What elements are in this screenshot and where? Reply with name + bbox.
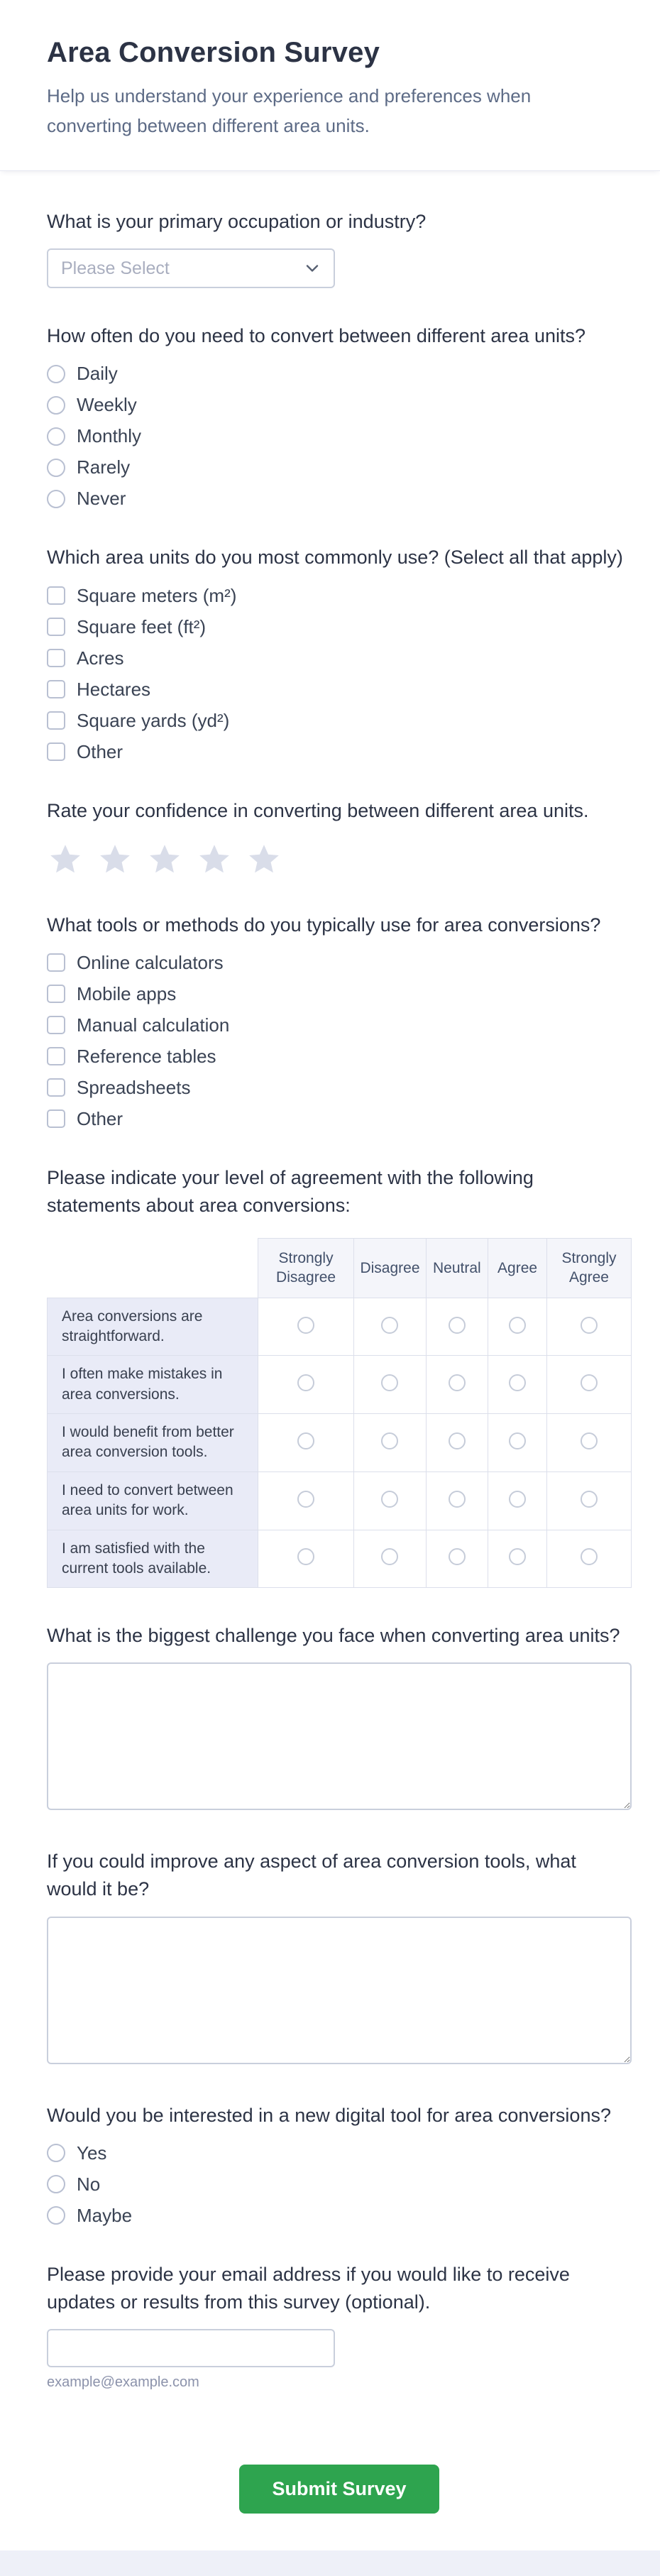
matrix-cell[interactable] xyxy=(426,1414,488,1472)
form-subtitle: Help us understand your experience and preferences when converting between different area units. xyxy=(47,85,532,136)
checkbox-option[interactable] xyxy=(47,1108,123,1130)
checkbox-option[interactable] xyxy=(47,679,150,701)
matrix-radio[interactable] xyxy=(297,1491,314,1508)
chevron-down-icon xyxy=(302,258,322,278)
matrix-cell[interactable] xyxy=(426,1298,488,1356)
question-label: Please indicate your level of agreement with the following statements about area conversions: xyxy=(47,1166,534,1217)
checkbox[interactable] xyxy=(47,680,65,698)
matrix-col-header: Agree xyxy=(488,1239,547,1298)
matrix-row-label: I need to convert between area units for work. xyxy=(48,1471,258,1530)
matrix-col-header: Strongly Disagree xyxy=(258,1239,354,1298)
agreement-matrix xyxy=(47,1238,632,1588)
radio-button[interactable] xyxy=(47,2206,65,2225)
question-agreement xyxy=(47,1164,632,1588)
matrix-cell[interactable] xyxy=(258,1298,354,1356)
question-label: What tools or methods do you typically use for area conversions? xyxy=(47,914,601,936)
matrix-radio[interactable] xyxy=(381,1491,398,1508)
form-body xyxy=(0,171,660,2550)
matrix-radio[interactable] xyxy=(297,1548,314,1565)
option-label: Reference tables xyxy=(77,1045,216,1067)
checkbox[interactable] xyxy=(47,1109,65,1128)
option-label: Never xyxy=(77,488,126,510)
radio-option[interactable] xyxy=(47,363,118,385)
checkbox-option[interactable] xyxy=(47,1077,190,1099)
matrix-cell[interactable] xyxy=(354,1298,426,1356)
matrix-radio[interactable] xyxy=(449,1491,466,1508)
matrix-radio[interactable] xyxy=(509,1317,526,1334)
option-label: Manual calculation xyxy=(77,1014,230,1036)
star-icon[interactable] xyxy=(47,842,84,877)
matrix-row xyxy=(48,1414,632,1472)
matrix-cell[interactable] xyxy=(258,1414,354,1472)
star-icon[interactable] xyxy=(246,842,282,877)
star-icon[interactable] xyxy=(97,842,133,877)
matrix-cell[interactable] xyxy=(546,1471,631,1530)
matrix-radio[interactable] xyxy=(581,1317,598,1334)
checkbox[interactable] xyxy=(47,1047,65,1065)
matrix-row-label: I often make mistakes in area conversions. xyxy=(48,1356,258,1414)
checkbox-option[interactable] xyxy=(47,952,224,974)
question-tools xyxy=(47,911,632,1130)
improvement-textarea[interactable] xyxy=(47,1917,632,2064)
matrix-cell[interactable] xyxy=(488,1530,547,1588)
radio-option[interactable] xyxy=(47,2205,132,2227)
matrix-radio[interactable] xyxy=(581,1432,598,1449)
radio-button[interactable] xyxy=(47,427,65,446)
question-label: Which area units do you most commonly use? (Select all that apply) xyxy=(47,547,623,569)
email-hint: example@example.com xyxy=(47,2374,199,2391)
star-icon[interactable] xyxy=(146,842,183,877)
checkbox-option[interactable] xyxy=(47,616,206,638)
form-header xyxy=(0,0,660,171)
matrix-cell[interactable] xyxy=(258,1471,354,1530)
matrix-row xyxy=(48,1356,632,1414)
question-improvement xyxy=(47,1848,632,2067)
question-label: Please provide your email address if you would like to receive updates or results from this survey (optional). xyxy=(47,2263,570,2313)
checkbox-option[interactable] xyxy=(47,741,123,763)
matrix-cell[interactable] xyxy=(426,1471,488,1530)
option-label: Online calculators xyxy=(77,951,224,973)
radio-button[interactable] xyxy=(47,459,65,477)
matrix-radio[interactable] xyxy=(581,1374,598,1391)
matrix-cell[interactable] xyxy=(488,1414,547,1472)
checkbox-option[interactable] xyxy=(47,983,176,1005)
matrix-row-label: Area conversions are straightforward. xyxy=(48,1298,258,1356)
matrix-col-header: Neutral xyxy=(426,1239,488,1298)
radio-option[interactable] xyxy=(47,2142,106,2164)
radio-option[interactable] xyxy=(47,456,130,478)
star-rating[interactable] xyxy=(47,838,632,877)
matrix-row-label: I would benefit from better area conversion tools. xyxy=(48,1414,258,1472)
matrix-col-header: Disagree xyxy=(354,1239,426,1298)
matrix-col-header: Strongly Agree xyxy=(546,1239,631,1298)
matrix-radio[interactable] xyxy=(581,1548,598,1565)
matrix-radio[interactable] xyxy=(449,1548,466,1565)
matrix-cell[interactable] xyxy=(258,1356,354,1414)
checkbox-option[interactable] xyxy=(47,1014,229,1036)
option-label: Spreadsheets xyxy=(77,1076,191,1098)
matrix-radio[interactable] xyxy=(449,1432,466,1449)
matrix-cell[interactable] xyxy=(488,1356,547,1414)
submit-button[interactable]: Submit Survey xyxy=(239,2465,439,2514)
matrix-row xyxy=(48,1471,632,1530)
matrix-radio[interactable] xyxy=(449,1317,466,1334)
matrix-radio[interactable] xyxy=(509,1548,526,1565)
checkbox[interactable] xyxy=(47,953,65,972)
option-label: Rarely xyxy=(77,456,131,478)
checkbox-option[interactable] xyxy=(47,647,123,669)
challenge-textarea[interactable] xyxy=(47,1662,632,1810)
question-interest xyxy=(47,2102,632,2227)
matrix-row xyxy=(48,1298,632,1356)
option-label: No xyxy=(77,2173,101,2195)
radio-button[interactable] xyxy=(47,365,65,383)
option-label: Yes xyxy=(77,2142,107,2164)
matrix-cell[interactable] xyxy=(354,1356,426,1414)
radio-button[interactable] xyxy=(47,490,65,508)
question-units xyxy=(47,544,632,762)
email-field[interactable] xyxy=(47,2329,335,2367)
option-label: Monthly xyxy=(77,425,142,447)
checkbox[interactable] xyxy=(47,1016,65,1034)
option-label: Square yards (yd²) xyxy=(77,709,230,731)
matrix-header-row xyxy=(48,1239,632,1298)
matrix-cell[interactable] xyxy=(546,1298,631,1356)
question-label: Would you be interested in a new digital tool for area conversions? xyxy=(47,2104,611,2126)
matrix-radio[interactable] xyxy=(297,1374,314,1391)
matrix-cell[interactable] xyxy=(488,1298,547,1356)
matrix-row xyxy=(48,1530,632,1588)
radio-option[interactable] xyxy=(47,425,141,447)
matrix-radio[interactable] xyxy=(509,1432,526,1449)
option-label: Hectares xyxy=(77,678,151,700)
matrix-radio[interactable] xyxy=(509,1491,526,1508)
matrix-radio[interactable] xyxy=(381,1317,398,1334)
matrix-radio[interactable] xyxy=(449,1374,466,1391)
option-label: Weekly xyxy=(77,394,137,416)
matrix-radio[interactable] xyxy=(381,1432,398,1449)
matrix-radio[interactable] xyxy=(381,1548,398,1565)
radio-button[interactable] xyxy=(47,2144,65,2162)
matrix-radio[interactable] xyxy=(509,1374,526,1391)
matrix-cell[interactable] xyxy=(426,1356,488,1414)
matrix-row-label: I am satisfied with the current tools available. xyxy=(48,1530,258,1588)
matrix-radio[interactable] xyxy=(297,1432,314,1449)
option-label: Other xyxy=(77,740,123,762)
checkbox[interactable] xyxy=(47,586,65,605)
question-occupation xyxy=(47,208,632,288)
matrix-radio[interactable] xyxy=(297,1317,314,1334)
question-confidence xyxy=(47,797,632,877)
checkbox-option[interactable] xyxy=(47,585,236,607)
option-label: Mobile apps xyxy=(77,982,177,1004)
checkbox[interactable] xyxy=(47,711,65,730)
radio-option[interactable] xyxy=(47,2174,100,2196)
submit-row xyxy=(47,2425,632,2550)
matrix-cell[interactable] xyxy=(546,1414,631,1472)
matrix-radio[interactable] xyxy=(381,1374,398,1391)
checkbox[interactable] xyxy=(47,649,65,667)
matrix-cell[interactable] xyxy=(354,1414,426,1472)
matrix-cell[interactable] xyxy=(354,1471,426,1530)
matrix-cell[interactable] xyxy=(546,1530,631,1588)
matrix-cell[interactable] xyxy=(258,1530,354,1588)
question-frequency xyxy=(47,322,632,510)
question-challenge xyxy=(47,1622,632,1814)
checkbox-option[interactable] xyxy=(47,710,229,732)
checkbox[interactable] xyxy=(47,985,65,1003)
checkbox-option[interactable] xyxy=(47,1046,216,1068)
question-label: If you could improve any aspect of area conversion tools, what would it be? xyxy=(47,1851,576,1900)
question-label: What is your primary occupation or industry? xyxy=(47,211,427,233)
option-label: Acres xyxy=(77,647,124,669)
checkbox[interactable] xyxy=(47,1078,65,1097)
option-label: Square feet (ft²) xyxy=(77,615,207,637)
star-icon[interactable] xyxy=(196,842,233,877)
form-title: Area Conversion Survey xyxy=(47,37,380,68)
matrix-cell[interactable] xyxy=(488,1471,547,1530)
radio-button[interactable] xyxy=(47,396,65,415)
occupation-select[interactable] xyxy=(47,248,335,288)
radio-button[interactable] xyxy=(47,2175,65,2193)
checkbox[interactable] xyxy=(47,742,65,761)
option-label: Square meters (m²) xyxy=(77,584,237,606)
question-email xyxy=(47,2261,632,2391)
radio-option[interactable] xyxy=(47,488,126,510)
radio-option[interactable] xyxy=(47,394,137,416)
option-label: Other xyxy=(77,1107,123,1129)
matrix-radio[interactable] xyxy=(581,1491,598,1508)
matrix-cell[interactable] xyxy=(426,1530,488,1588)
question-label: How often do you need to convert between different area units? xyxy=(47,325,586,347)
matrix-cell[interactable] xyxy=(546,1356,631,1414)
matrix-cell[interactable] xyxy=(354,1530,426,1588)
question-label: What is the biggest challenge you face when converting area units? xyxy=(47,1625,620,1647)
select-placeholder: Please Select xyxy=(61,258,170,278)
checkbox[interactable] xyxy=(47,618,65,636)
option-label: Daily xyxy=(77,363,118,385)
matrix-corner xyxy=(48,1239,258,1298)
option-label: Maybe xyxy=(77,2204,133,2226)
question-label: Rate your confidence in converting between different area units. xyxy=(47,799,589,821)
